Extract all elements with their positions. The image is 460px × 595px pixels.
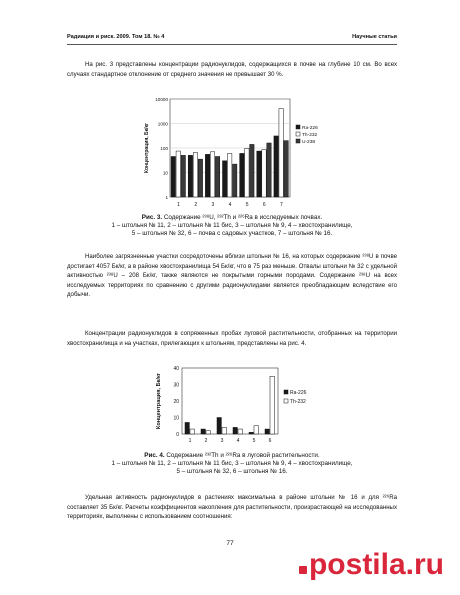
- y-tick-label: 10: [173, 415, 179, 422]
- bar-th-232: [206, 431, 210, 434]
- y-axis-label: Концентрация, Бк/кг: [144, 122, 150, 174]
- bar-ra-226: [205, 154, 209, 197]
- figure-4-caption-line2: 1 – штольня № 11, 2 – штольня № 11 бис, 3 – штольня № 9, 4 – хвостохранилище,: [111, 460, 353, 468]
- x-tick-label: 7: [280, 202, 283, 208]
- legend-swatch: [296, 132, 300, 136]
- x-tick-label: 4: [228, 202, 232, 208]
- legend-swatch: [296, 125, 300, 129]
- figure-3-label: Рис. 3.: [141, 214, 163, 221]
- y-tick-label: 1: [165, 195, 168, 200]
- legend-label: Ra-226: [302, 126, 318, 131]
- figure-3-caption-line3: 5 – штольня № 32, 6 – почва с садовых участков, 7 – штольня № 16.: [131, 230, 333, 238]
- figure-4-caption-line3: 5 – штольня № 32, 6 – штольня № 16.: [176, 468, 288, 476]
- bar-u-238: [215, 156, 219, 197]
- logo-square-icon: [299, 566, 307, 574]
- bar-ra-226: [188, 155, 192, 197]
- y-tick-label: 1000: [157, 121, 168, 127]
- paragraph-2: Наиболее загрязненные участки сосредоточены вблизи штольни № 16, на которых содержание ²³⁸U в почве достигает 4057 Бк/кг, а в районе хвостохранилища 54 Бк/кг, что в 75 раз меньше. Отвалы штольни № 32 с удельной активностью ²³⁸U – 208 Бк/кг, также являются не покрытыми горными породами. Содержание ²³⁸U на всех исследуемых территориях по сравнению с другими радионуклидами является преобладающим вследствие его добычи.: [67, 253, 397, 299]
- x-tick-label: 3: [220, 438, 224, 444]
- bar-th-232: [210, 152, 214, 197]
- x-tick-label: 3: [211, 202, 215, 208]
- figure-3-caption-text: Содержание ²³⁸U, ²³²Th и ²²⁶Ra в исследуемых почвах.: [163, 214, 323, 221]
- legend-label: Th-232: [290, 399, 306, 405]
- legend-label: Th-232: [302, 133, 318, 138]
- bar-ra-226: [240, 153, 244, 197]
- bar-th-232: [176, 151, 180, 197]
- watermark-text: postila.ru: [308, 548, 444, 581]
- bar-ra-226: [217, 418, 221, 435]
- bar-ra-226: [249, 432, 253, 434]
- figure-3-caption-line2: 1 – штольня № 11, 2 – штольня № 11 бис, 3 – штольня № 9, 4 – хвостохранилище,: [111, 222, 353, 230]
- bar-ra-226: [274, 136, 278, 197]
- section-title: Научные статьи: [352, 34, 397, 40]
- bar-th-232: [238, 429, 242, 434]
- x-tick-label: 2: [204, 438, 208, 444]
- bar-th-232: [193, 153, 197, 197]
- y-tick-label: 30: [173, 382, 179, 389]
- x-tick-label: 6: [268, 438, 272, 444]
- x-tick-label: 6: [262, 202, 266, 208]
- plot-area: [182, 368, 278, 434]
- figure-3-chart: [140, 93, 335, 215]
- figure-3-caption: [67, 214, 397, 239]
- x-tick-label: 1: [177, 202, 180, 208]
- bar-u-238: [198, 159, 202, 197]
- bar-u-238: [250, 144, 254, 197]
- bar-ra-226: [201, 429, 205, 434]
- bar-th-232: [262, 150, 266, 197]
- bar-u-238: [284, 141, 288, 197]
- bar-ra-226: [265, 429, 269, 434]
- bar-th-232: [279, 109, 283, 197]
- journal-title: Радиация и риск. 2009. Том 18. № 4: [67, 34, 165, 40]
- legend-label: U-238: [302, 140, 316, 145]
- bar-th-232: [222, 427, 226, 434]
- y-tick-label: 0: [176, 432, 179, 438]
- y-tick-label: 10000: [155, 97, 168, 102]
- paragraph-3: Концентрации радионуклидов в сопряженных пробах луговой растительности, отобранных на территории хвостохранилища и на участках, прилегающих к штольням, представлены на рис. 4.: [67, 330, 397, 347]
- paragraph-1: На рис. 3 представлены концентрации радионуклидов, содержащихся в почве на глубине 10 см. Во всех случаях стандартное отклонение от среднего значения не превышает 30 %.: [67, 61, 397, 78]
- bar-ra-226: [185, 422, 189, 434]
- y-tick-label: 10: [162, 170, 168, 176]
- x-tick-label: 1: [188, 438, 192, 444]
- legend-swatch: [284, 390, 288, 394]
- bar-ra-226: [171, 156, 175, 197]
- figure-4-label: Рис. 4.: [144, 452, 165, 459]
- figure-4-chart: [140, 364, 335, 450]
- bar-th-232: [190, 429, 194, 434]
- watermark-logo: [299, 548, 444, 582]
- bar-th-232: [270, 376, 274, 434]
- y-tick-label: 40: [173, 366, 179, 372]
- bar-u-238: [181, 155, 185, 197]
- x-tick-label: 5: [245, 202, 249, 208]
- figure-4-caption: [67, 452, 397, 477]
- x-tick-label: 2: [194, 202, 198, 208]
- x-tick-label: 5: [252, 438, 256, 444]
- paragraph-4: Удельная активность радионуклидов в растениях максимальна в районе штольни № 16 и для ²²⁶Ra составляет 35 Бк/кг. Расчеты коэффициентов накопления для растительности, произрастающей на исследованных территориях, выполнены с использованием соотношения:: [67, 494, 397, 521]
- y-tick-label: 20: [173, 399, 179, 405]
- header-rule: [67, 44, 397, 45]
- bar-u-238: [267, 143, 271, 197]
- bar-ra-226: [257, 151, 261, 197]
- bar-th-232: [254, 426, 258, 434]
- x-tick-label: 4: [236, 438, 240, 444]
- figure-4-caption-text: Содержание ²³²Th и ²²⁶Ra в луговой растительности.: [166, 452, 320, 459]
- running-header: [67, 34, 397, 44]
- legend-swatch: [284, 399, 288, 403]
- bar-ra-226: [223, 161, 227, 197]
- bar-u-238: [233, 164, 237, 197]
- y-axis-label: Концентрация, Бк/кг: [156, 372, 162, 430]
- legend-label: Ra-226: [290, 390, 307, 396]
- y-tick-label: 100: [160, 146, 168, 151]
- bar-th-232: [228, 153, 232, 197]
- bar-th-232: [245, 149, 249, 197]
- page-number: 77: [226, 540, 234, 547]
- bar-ra-226: [233, 427, 237, 434]
- legend-swatch: [296, 139, 300, 143]
